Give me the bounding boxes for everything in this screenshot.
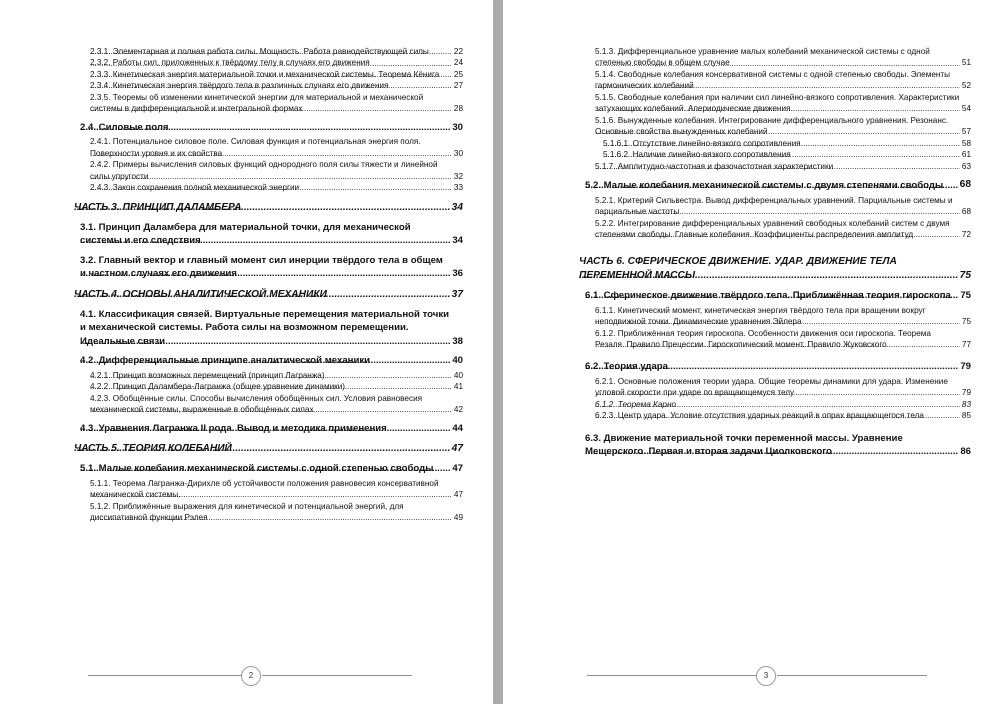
page-number: 3 xyxy=(756,666,776,686)
toc-entry[interactable]: 2.3.5. Теоремы об изменении кинетической энергии для материальной и механической системы в дифференциальной и интегральной формах ..... 28 xyxy=(74,92,463,115)
toc-left xyxy=(74,46,463,524)
toc-entry[interactable]: 6.1.1. Кинетический момент, кинетическая энергия твёрдого тела при вращении вокруг неподвижной точки. Динамические уравнения Эйлера ..... 75 xyxy=(579,305,971,328)
toc-entry[interactable]: 2.3.4. Кинетическая энергия твёрдого тела в различных случаях его движения ..... 27 xyxy=(74,80,463,91)
toc-entry[interactable]: 4.2.3. Обобщённые силы. Способы вычисления обобщённых сил. Условия равновесия механической системы, выраженные в обобщённых силах ..... 42 xyxy=(74,393,463,416)
toc-entry[interactable]: 2.3.3. Кинетическая энергия материальной точки и механической системы. Теорема Кёнига ..... 25 xyxy=(74,69,463,80)
toc-subentry[interactable]: 5.1.6.1. Отсутствие линейно-вязкого сопротивления ..... 58 xyxy=(579,138,971,149)
toc-subentry[interactable]: 5.1.6.2. Наличие линейно-вязкого сопротивления ..... 61 xyxy=(579,149,971,160)
toc-section[interactable]: 4.2. Дифференциальные принципе аналитической механики ..... 40 xyxy=(74,354,463,367)
toc-entry[interactable]: 5.1.4. Свободные колебания консервативной системы с одной степенью свободы. Элементы гармонических колебаний ..... 52 xyxy=(579,69,971,92)
toc-entry[interactable]: 5.2.2. Интегрирование дифференциальных уравнений свободных колебаний систем с двумя степенями свободы. Главные колебания. Коэффициенты распределения амплитуд ..... 72 xyxy=(579,218,971,241)
footer-rule-right xyxy=(777,675,927,676)
toc-section[interactable]: 6.2. Теория удара ..... 79 xyxy=(579,360,971,373)
page-number: 2 xyxy=(241,666,261,686)
toc-section[interactable]: 2.4. Силовые поля ..... 30 xyxy=(74,121,463,134)
toc-entry[interactable]: 5.1.6. Вынужденные колебания. Интегрирование дифференциального уравнения. Резонанс. Основные свойства вынужденных колебаний ..... 57 xyxy=(579,115,971,138)
toc-entry[interactable]: 6.2.3. Центр удара. Условие отсутствия ударных реакций в опрах вращающегося тела ..... 85 xyxy=(579,410,971,421)
footer-rule-left xyxy=(88,675,243,676)
footer-rule-right xyxy=(262,675,412,676)
toc-part[interactable]: ЧАСТЬ 3. ПРИНЦИП ДАЛАМБЕРА ..... 34 xyxy=(74,201,463,215)
page-footer xyxy=(0,666,493,686)
toc-part[interactable]: ЧАСТЬ 6. СФЕРИЧЕСКОЕ ДВИЖЕНИЕ. УДАР. ДВИЖЕНИЕ ТЕЛА ПЕРЕМЕННОЙ МАССЫ ..... 75 xyxy=(579,255,971,284)
toc-entry[interactable]: 2.4.1. Потенциальное силовое поле. Силовая функция и потенциальная энергия поля. Поверхности уровня и их свойства ..... 30 xyxy=(74,136,463,159)
toc-section[interactable]: 4.1. Классификация связей. Виртуальные перемещения материальной точки и механической системы. Работа силы на возможном перемещении. Идеальные связи ..... 38 xyxy=(74,308,463,348)
toc-section[interactable]: 6.1. Сферическое движение твёрдого тела. Приближённая теория гироскопа ..... 75 xyxy=(579,289,971,302)
right-page xyxy=(503,0,1000,704)
toc-entry[interactable]: 4.2.2. Принцип Даламбера-Лагранжа (общее уравнение динамики) ..... 41 xyxy=(74,381,463,392)
toc-entry[interactable]: 2.3.2. Работы сил, приложенных к твёрдому телу в случаях его движения ..... 24 xyxy=(74,57,463,68)
toc-section[interactable]: 5.1. Малые колебания механической системы с одной степенью свободы ..... 47 xyxy=(74,462,463,475)
toc-section[interactable]: 4.3. Уравнения Лагранжа II рода. Вывод и методика применения ..... 44 xyxy=(74,422,463,435)
toc-entry[interactable]: 5.2.1. Критерий Сильвестра. Вывод дифференциальных уравнений. Парциальные системы и парциальные частоты ..... 68 xyxy=(579,195,971,218)
toc-entry[interactable]: 5.1.2. Приближённые выражения для кинетической и потенциальной энергий, для диссипативной функции Рэлея ..... 49 xyxy=(74,501,463,524)
toc-part[interactable]: ЧАСТЬ 5. ТЕОРИЯ КОЛЕБАНИЙ ..... 47 xyxy=(74,442,463,456)
toc-right xyxy=(579,46,971,461)
toc-entry[interactable]: 5.1.3. Дифференциальное уравнение малых колебаний механической системы с одной степенью свободы в общем случае ..... 51 xyxy=(579,46,971,69)
toc-entry[interactable]: 6.2.1. Основные положения теории удара. Общие теоремы динамики для удара. Изменение угловой скорости при ударе по вращающемуся телу ..... 79 xyxy=(579,376,971,399)
left-page xyxy=(0,0,493,704)
toc-section[interactable]: 3.2. Главный вектор и главный момент сил инерции твёрдого тела в общем и частном случаях его движения ..... 36 xyxy=(74,254,463,281)
toc-entry[interactable]: 2.4.3. Закон сохранения полной механической энергии ..... 33 xyxy=(74,182,463,193)
toc-entry[interactable]: 5.1.5. Свободные колебания при наличии сил линейно-вязкого сопротивления. Характеристики затухающих колебаний. Апериодические движения ..... 54 xyxy=(579,92,971,115)
toc-entry[interactable]: 4.2.1. Принцип возможных перемещений (принцип Лагранжа) ..... 40 xyxy=(74,370,463,381)
toc-section[interactable]: 5.2. Малые колебания механической системы с двумя степенями свободы ..... 68 xyxy=(579,178,971,192)
toc-entry[interactable]: 5.1.1. Теорема Лагранжа-Дирихле об устойчивости положения равновесия консервативной механической системы. ..... 47 xyxy=(74,478,463,501)
page-footer xyxy=(503,666,1000,686)
toc-entry[interactable]: 6.1.2. Приближённая теория гироскопа. Особенности движения оси гироскопа. Теорема Резаля. Правило Прецессии. Гироскопический момент. Правило Жуковского ..... 77 xyxy=(579,328,971,351)
toc-entry[interactable]: 2.4.2. Примеры вычисления силовых функций однородного поля силы тяжести и линейной силы упругости ..... 32 xyxy=(74,159,463,182)
toc-entry[interactable]: 5.1.7. Амплитудно-частотная и фазочастотная характеристики ..... 63 xyxy=(579,161,971,172)
toc-entry[interactable]: 2.3.1. Элементарная и полная работа силы. Мощность. Работа равнодействующей силы ..... 22 xyxy=(74,46,463,57)
toc-part[interactable]: ЧАСТЬ 4. ОСНОВЫ АНАЛИТИЧЕСКОЙ МЕХАНИКИ ..... 37 xyxy=(74,288,463,302)
footer-rule-left xyxy=(587,675,757,676)
toc-entry[interactable]: 6.1.2. Теорема Карно ..... 83 xyxy=(579,399,971,410)
toc-section[interactable]: 6.3. Движение материальной точки переменной массы. Уравнение Мещерского. Первая и вторая задачи Циолковского ..... 86 xyxy=(579,432,971,459)
toc-section[interactable]: 3.1. Принцип Даламбера для материальной точки, для механической системы и его следствия ..... 34 xyxy=(74,221,463,248)
